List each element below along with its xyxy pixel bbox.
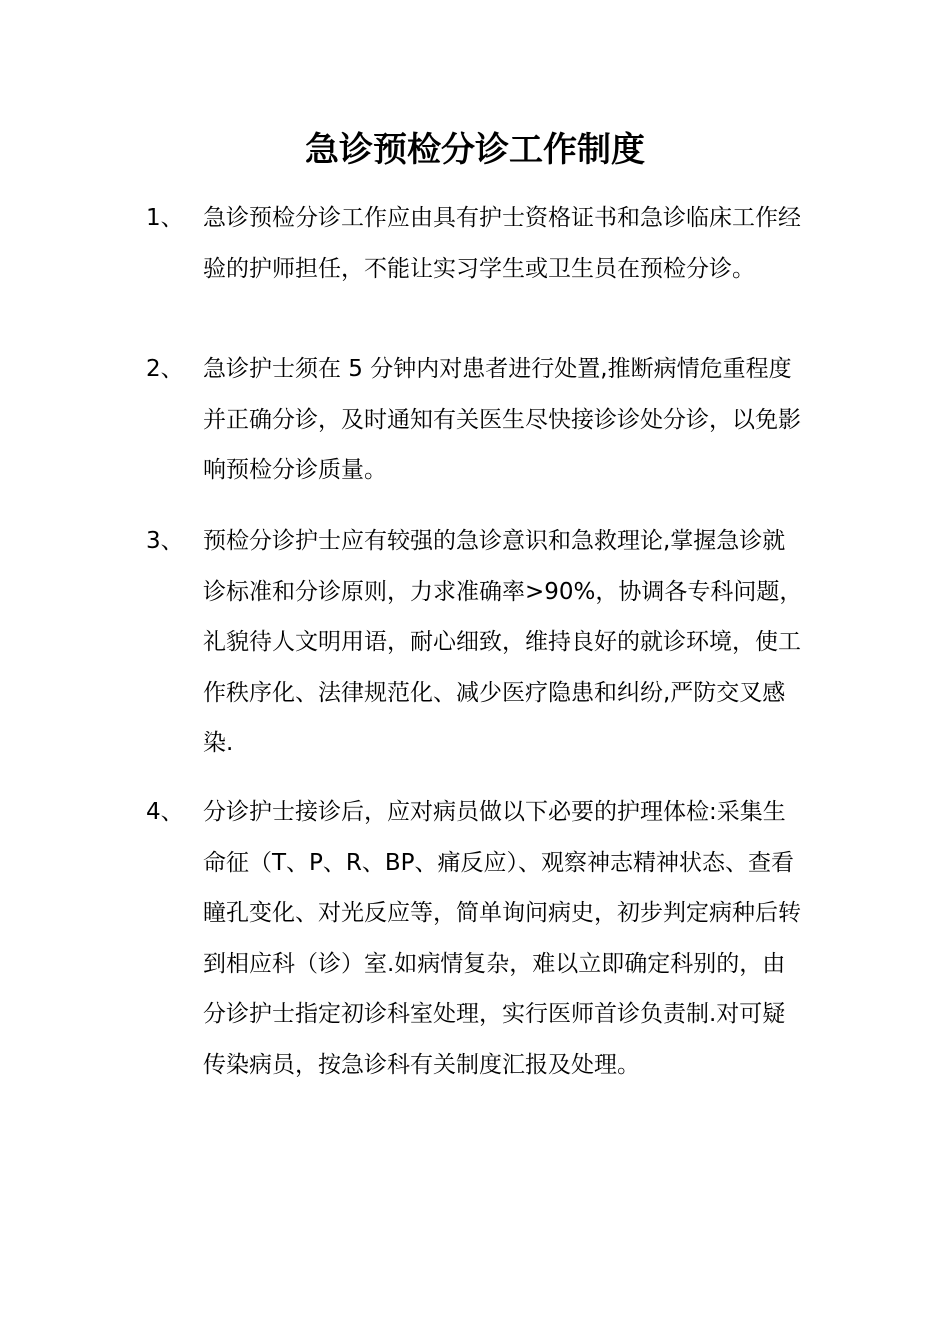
item-number: 3、 bbox=[146, 528, 184, 554]
item-text: 急诊护士须在 5 分钟内对患者进行处置,推断病情危重程度并正确分诊，及时通知有关医生尽快接诊诊处分诊，以免影响预检分诊质量。 bbox=[203, 356, 801, 483]
item-text: 预检分诊护士应有较强的急诊意识和急救理论,掌握急诊就诊标准和分诊原则，力求准确率>90%，协调各专科问题，礼貌待人文明用语，耐心细致，维持良好的就诊环境，使工作秩序化、法律规范化、减少医疗隐患和纠纷,严防交叉感染. bbox=[203, 528, 803, 756]
item-number: 2、 bbox=[146, 356, 184, 382]
page-title: 急诊预检分诊工作制度 bbox=[305, 130, 645, 170]
item-number: 4、 bbox=[146, 799, 184, 825]
item-text: 分诊护士接诊后，应对病员做以下必要的护理体检:采集生命征（T、P、R、BP、痛反应）、观察神志精神状态、查看瞳孔变化、对光反应等，简单询问病史，初步判定病种后转到相应科（诊）室.如病情复杂，难以立即确定科别的，由分诊护士指定初诊科室处理，实行医师首诊负责制.对可疑传染病员，按急诊科有关制度汇报及处理。 bbox=[203, 799, 801, 1078]
item-number: 1、 bbox=[146, 205, 184, 231]
item-text: 急诊预检分诊工作应由具有护士资格证书和急诊临床工作经验的护师担任，不能让实习学生或卫生员在预检分诊。 bbox=[203, 205, 801, 282]
